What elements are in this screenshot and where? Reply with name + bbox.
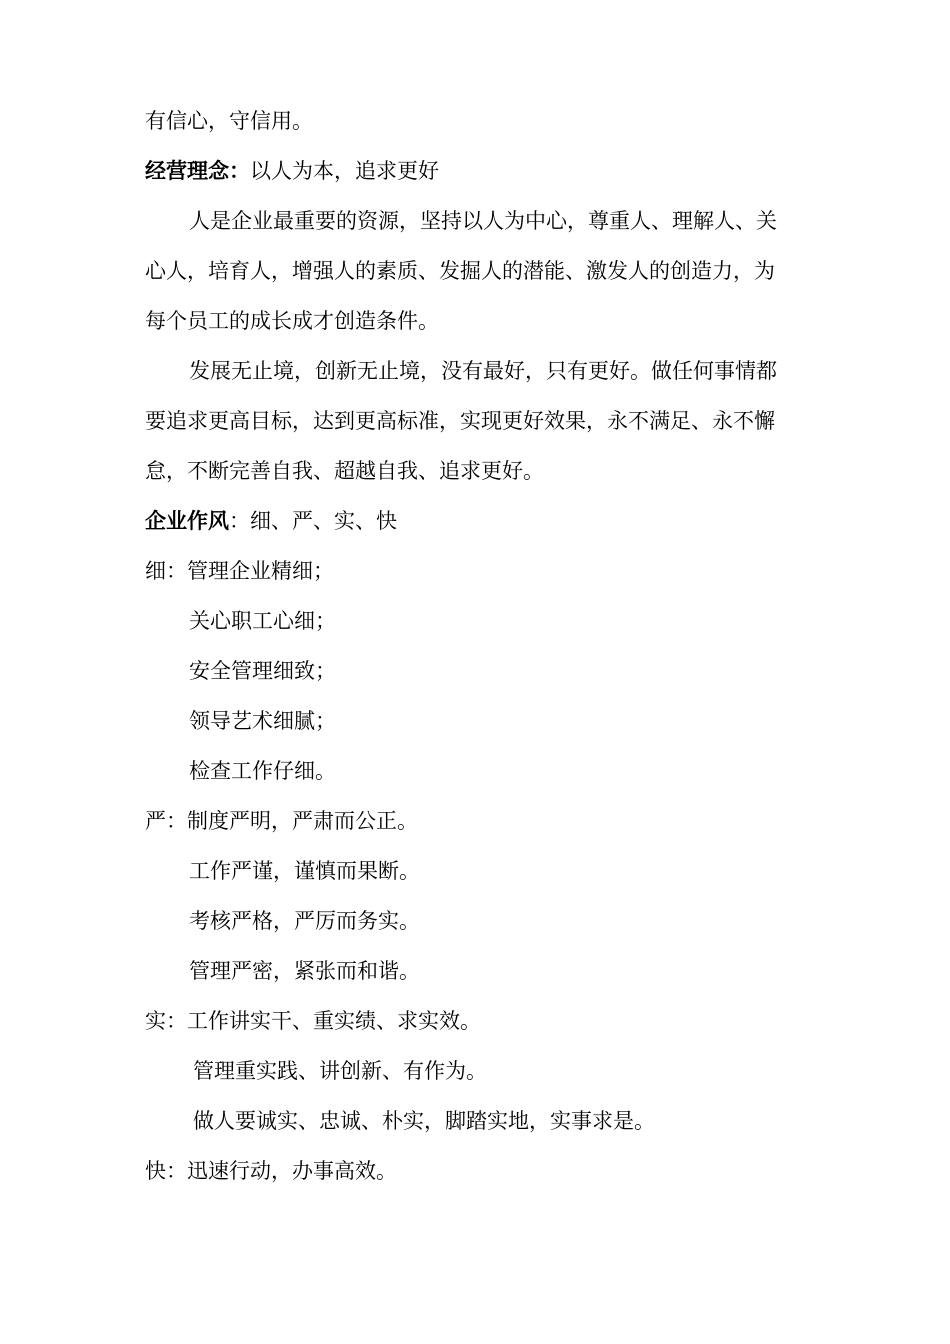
paragraph-line: 人是企业最重要的资源，坚持以人为中心，尊重人、理解人、关: [189, 209, 777, 233]
list-item: 领导艺术细腻；: [189, 709, 336, 733]
list-item: 管理严密，紧张而和谐。: [189, 959, 420, 983]
text-line: 有信心，守信用。: [145, 109, 313, 133]
section-heading-business-philosophy: [145, 156, 825, 186]
list-item: 安全管理细致；: [189, 659, 336, 683]
paragraph-line: 发展无止境，创新无止境，没有最好，只有更好。做任何事情都: [189, 359, 777, 383]
list-item: 实：工作讲实干、重实绩、求实效。: [145, 1009, 481, 1033]
paragraph-line: 心人，培育人，增强人的素质、发掘人的潜能、激发人的创造力，为: [145, 259, 775, 283]
paragraph-line: 要追求更高目标，达到更高标准，实现更好效果，永不满足、永不懈: [145, 409, 775, 433]
list-item: 管理重实践、讲创新、有作为。: [193, 1059, 487, 1083]
list-item: 关心职工心细；: [189, 609, 336, 633]
list-item: 检查工作仔细。: [189, 759, 336, 783]
list-item: 快：迅速行动，办事高效。: [145, 1159, 397, 1183]
heading-label: 经营理念：: [145, 158, 250, 183]
list-item: 严：制度严明，严肃而公正。: [145, 809, 418, 833]
list-item: 考核严格，严厉而务实。: [189, 909, 420, 933]
list-item: 细：管理企业精细；: [145, 559, 334, 583]
heading-text: ：细、严、实、快: [229, 509, 397, 533]
heading-text: 以人为本，追求更好: [250, 159, 439, 183]
heading-label: 企业作风: [145, 508, 229, 533]
list-item: 工作严谨，谨慎而果断。: [189, 859, 420, 883]
paragraph-line: 怠，不断完善自我、超越自我、追求更好。: [145, 459, 544, 483]
section-heading-work-style: [145, 506, 825, 536]
paragraph-line: 每个员工的成长成才创造条件。: [145, 309, 439, 333]
list-item: 做人要诚实、忠诚、朴实，脚踏实地，实事求是。: [193, 1109, 655, 1133]
